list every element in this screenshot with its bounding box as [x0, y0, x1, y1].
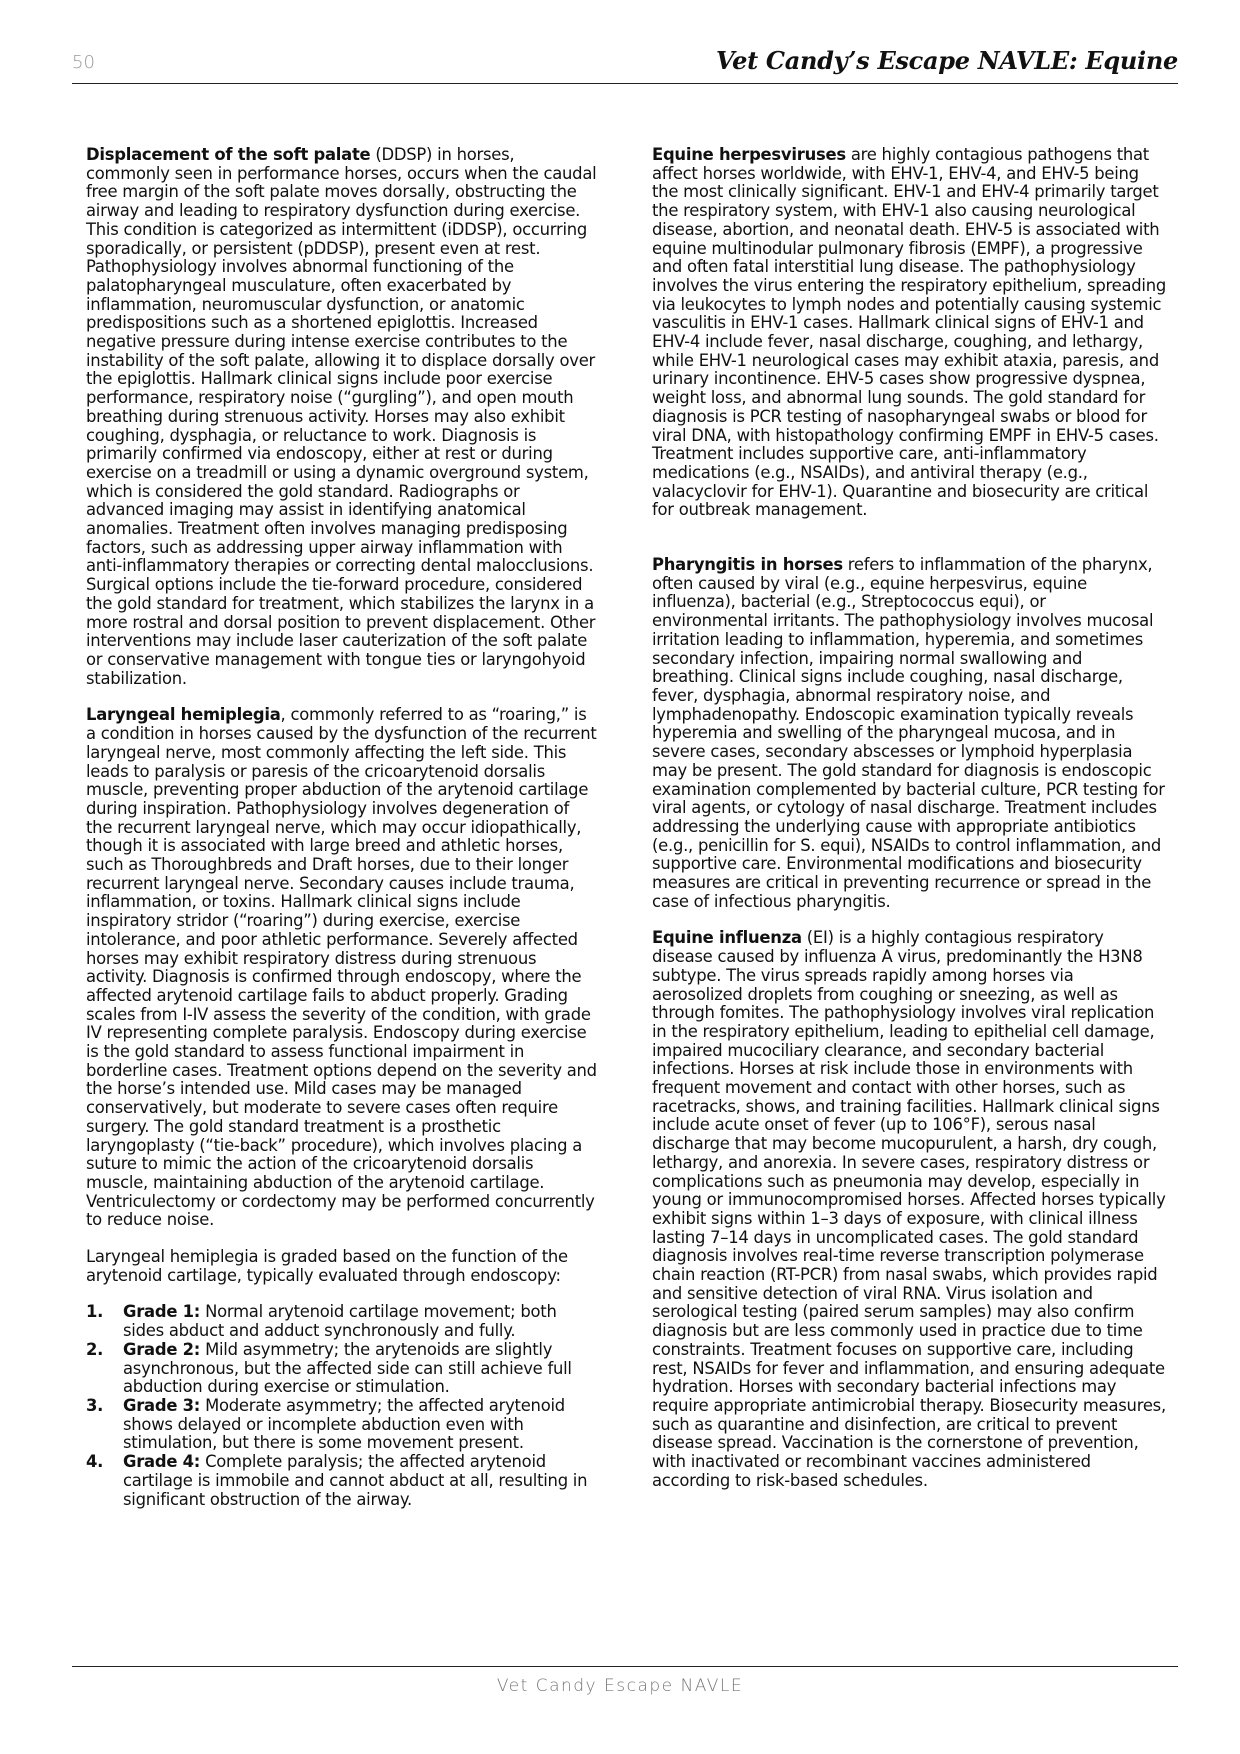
laryngeal-hemiplegia-term: Laryngeal hemiplegia: [86, 705, 281, 725]
pharyngitis-term: Pharyngitis in horses: [652, 555, 843, 575]
list-number: 4.: [86, 1452, 104, 1472]
grade-text: Normal arytenoid cartilage movement; both sides abduct and adduct synchronously and fully.: [123, 1302, 557, 1341]
laryngeal-hemiplegia-paragraph: [86, 706, 598, 1230]
influenza-paragraph: [652, 929, 1166, 1490]
grade-text: Complete paralysis; the affected arytenoid cartilage is immobile and cannot abduct at all, resulting in significant obstruction of the airway.: [123, 1452, 588, 1509]
list-number: 3.: [86, 1396, 104, 1415]
grade-text: Mild asymmetry; the arytenoids are slightly asynchronous, but the affected side can still achieve full abduction during exercise or stimulation.: [123, 1339, 572, 1397]
ehv-body: are highly contagious pathogens that affect horses worldwide, with EHV-1, EHV-4, and EHV-5 being the most clinically significant. EHV-1 and EHV-4 primarily target the respiratory system, with EHV-1 also causing neurological disease, abortion, and neonatal death. EHV-5 is associated with equine multinodular pulmonary fibrosis (EMPF), a progressive and often fatal interstitial lung disease. The pathophysiology involves the virus entering the respiratory epithelium, spreading via leukocytes to lymph nodes and potentially causing systemic vasculitis in EHV-1 cases. Hallmark clinical signs of EHV-1 and EHV-4 include fever, nasal discharge, coughing, and lethargy, while EHV-1 neurological cases may exhibit ataxia, paresis, and urinary incontinence. EHV-5 cases show progressive dyspnea, weight loss, and abnormal lung sounds. The gold standard for diagnosis is PCR testing of nasopharyngeal swabs or blood for viral DNA, with histopathology confirming EMPF in EHV-5 cases. Treatment includes supportive care, anti-inflammatory medications (e.g., NSAIDs), and antiviral therapy (e.g., valacyclovir for EHV-1). Quarantine and biosecurity are critical for outbreak management.: [652, 145, 1167, 520]
list-item: [86, 1453, 598, 1509]
list-number: 1.: [86, 1302, 104, 1322]
grade-label: Grade 2:: [123, 1339, 201, 1359]
header-divider: [72, 83, 1178, 84]
grade-label: Grade 1:: [123, 1302, 201, 1322]
pharyngitis-body: refers to inflammation of the pharynx, often caused by viral (e.g., equine herpesvirus, equine influenza), bacterial (e.g., Streptococcus equi), or environmental irritants. The pathophysiology involves mucosal irritation leading to inflammation, hyperemia, and sometimes secondary infection, impairing normal swallowing and breathing. Clinical signs include coughing, nasal discharge, fever, dysphagia, abnormal respiratory noise, and lymphadenopathy. Endoscopic examination typically reveals hyperemia and swelling of the pharyngeal mucosa, and in severe cases, secondary abscesses or lymphoid hyperplasia may be present. The gold standard for diagnosis is endoscopic examination complemented by bacterial culture, PCR testing for viral agents, or cytology of nasal discharge. Treatment includes addressing the underlying cause with appropriate antibiotics (e.g., penicillin for S. equi), NSAIDs to control inflammation, and supportive care. Environmental modifications and biosecurity measures are critical in preventing recurrence or spread in the case of infectious pharyngitis.: [652, 555, 1165, 911]
pharyngitis-paragraph: [652, 556, 1166, 911]
running-title: Vet Candy’s Escape NAVLE: Equine: [715, 46, 1178, 75]
list-item: [86, 1341, 598, 1397]
right-column: [652, 146, 1166, 1491]
grade-text: Moderate asymmetry; the affected arytenoid shows delayed or incomplete abduction even with stimulation, but there is some movement present.: [123, 1396, 565, 1453]
ddsp-term: Displacement of the soft palate: [86, 145, 371, 164]
grade-label: Grade 3:: [123, 1396, 201, 1415]
ehv-paragraph: [652, 146, 1166, 520]
ehv-term: Equine herpesviruses: [652, 145, 846, 164]
list-item: [86, 1397, 598, 1453]
list-item: [86, 1303, 598, 1340]
grading-intro: Laryngeal hemiplegia is graded based on the function of the arytenoid cartilage, typically evaluated through endoscopy:: [86, 1247, 568, 1285]
left-column: [86, 146, 598, 1509]
list-number: 2.: [86, 1339, 104, 1359]
ddsp-body: (DDSP) in horses, commonly seen in performance horses, occurs when the caudal free margin of the soft palate moves dorsally, obstructing the airway and leading to respiratory dysfunction during exercise. This condition is categorized as intermittent (iDDSP), occurring sporadically, or persistent (pDDSP), present even at rest. Pathophysiology involves abnormal functioning of the palatopharyngeal musculature, often exacerbated by inflammation, neuromuscular dysfunction, or anatomic predispositions such as a shortened epiglottis. Increased negative pressure during intense exercise contributes to the instability of the soft palate, allowing it to displace dorsally over the epiglottis. Hallmark clinical signs include poor exercise performance, respiratory noise (“gurgling”), and open mouth breathing during strenuous activity. Horses may also exhibit coughing, dysphagia, or reluctance to work. Diagnosis is primarily confirmed via endoscopy, either at rest or during exercise on a treadmill or using a dynamic overground system, which is considered the gold standard. Radiographs or advanced imaging may assist in identifying anatomical anomalies. Treatment often involves managing predisposing factors, such as addressing upper airway inflammation with anti-inflammatory therapies or correcting dental malocclusions. Surgical options include the tie-forward procedure, considered the gold standard for treatment, which stabilizes the larynx in a more rostral and dorsal position to prevent displacement. Other interventions may include laser cauterization of the soft palate or conservative management with tongue ties or laryngohyoid stabilization.: [86, 145, 597, 688]
grade-label: Grade 4:: [123, 1452, 201, 1472]
laryngeal-hemiplegia-body: , commonly referred to as “roaring,” is a condition in horses caused by the dysfunction of the recurrent laryngeal nerve, most commonly affecting the left side. This leads to paralysis or paresis of the cricoarytenoid dorsalis muscle, preventing proper abduction of the arytenoid cartilage during inspiration. Pathophysiology involves degeneration of the recurrent laryngeal nerve, which may occur idiopathically, though it is associated with large breed and athletic horses, such as Thoroughbreds and Draft horses, due to their longer recurrent laryngeal nerve. Secondary causes include trauma, inflammation, or toxins. Hallmark clinical signs include inspiratory stridor (“roaring”) during exercise, exercise intolerance, and poor athletic performance. Severely affected horses may exhibit respiratory distress during strenuous activity. Diagnosis is confirmed through endoscopy, where the affected arytenoid cartilage fails to abduct properly. Grading scales from I-IV assess the severity of the condition, with grade IV representing complete paralysis. Endoscopy during exercise is the gold standard to assess functional impairment in borderline cases. Treatment options depend on the severity and the horse’s intended use. Mild cases may be managed conservatively, but moderate to severe cases often require surgery. The gold standard treatment is a prosthetic laryngoplasty (“tie-back” procedure), which involves placing a suture to mimic the action of the cricoarytenoid dorsalis muscle, maintaining abduction of the arytenoid cartilage. Ventriculectomy or cordectomy may be performed concurrently to reduce noise.: [86, 705, 597, 1230]
ddsp-paragraph: [86, 146, 598, 688]
page-number: 50: [72, 52, 95, 73]
footer-text: Vet Candy Escape NAVLE: [496, 1676, 744, 1696]
influenza-term: Equine influenza: [652, 928, 802, 948]
grade-list: [86, 1303, 598, 1509]
influenza-body: (EI) is a highly contagious respiratory disease caused by influenza A virus, predominantly the H3N8 subtype. The virus spreads rapidly among horses via aerosolized droplets from coughing or sneezing, as well as through fomites. The pathophysiology involves viral replication in the respiratory epithelium, leading to epithelial cell damage, impaired mucociliary clearance, and secondary bacterial infections. Horses at risk include those in environments with frequent movement and contact with other horses, such as racetracks, shows, and training facilities. Hallmark clinical signs include acute onset of fever (up to 106°F), serous nasal discharge that may become mucopurulent, a harsh, dry cough, lethargy, and anorexia. In severe cases, respiratory distress or complications such as pneumonia may develop, especially in young or immunocompromised horses. Affected horses typically exhibit signs within 1–3 days of exposure, with clinical illness lasting 7–14 days in uncomplicated cases. The gold standard diagnosis involves real-time reverse transcription polymerase chain reaction (RT-PCR) from nasal swabs, which provides rapid and sensitive detection of viral RNA. Virus isolation and serological testing (paired serum samples) may also confirm diagnosis but are less commonly used in practice due to time constraints. Treatment focuses on supportive care, including rest, NSAIDs for fever and inflammation, and ensuring adequate hydration. Horses with secondary bacterial infections may require appropriate antimicrobial therapy. Biosecurity measures, such as quarantine and disinfection, are critical to prevent disease spread. Vaccination is the cornerstone of prevention, with inactivated or recombinant vaccines administered according to risk-based schedules.: [652, 928, 1166, 1490]
footer-divider: [72, 1666, 1178, 1667]
